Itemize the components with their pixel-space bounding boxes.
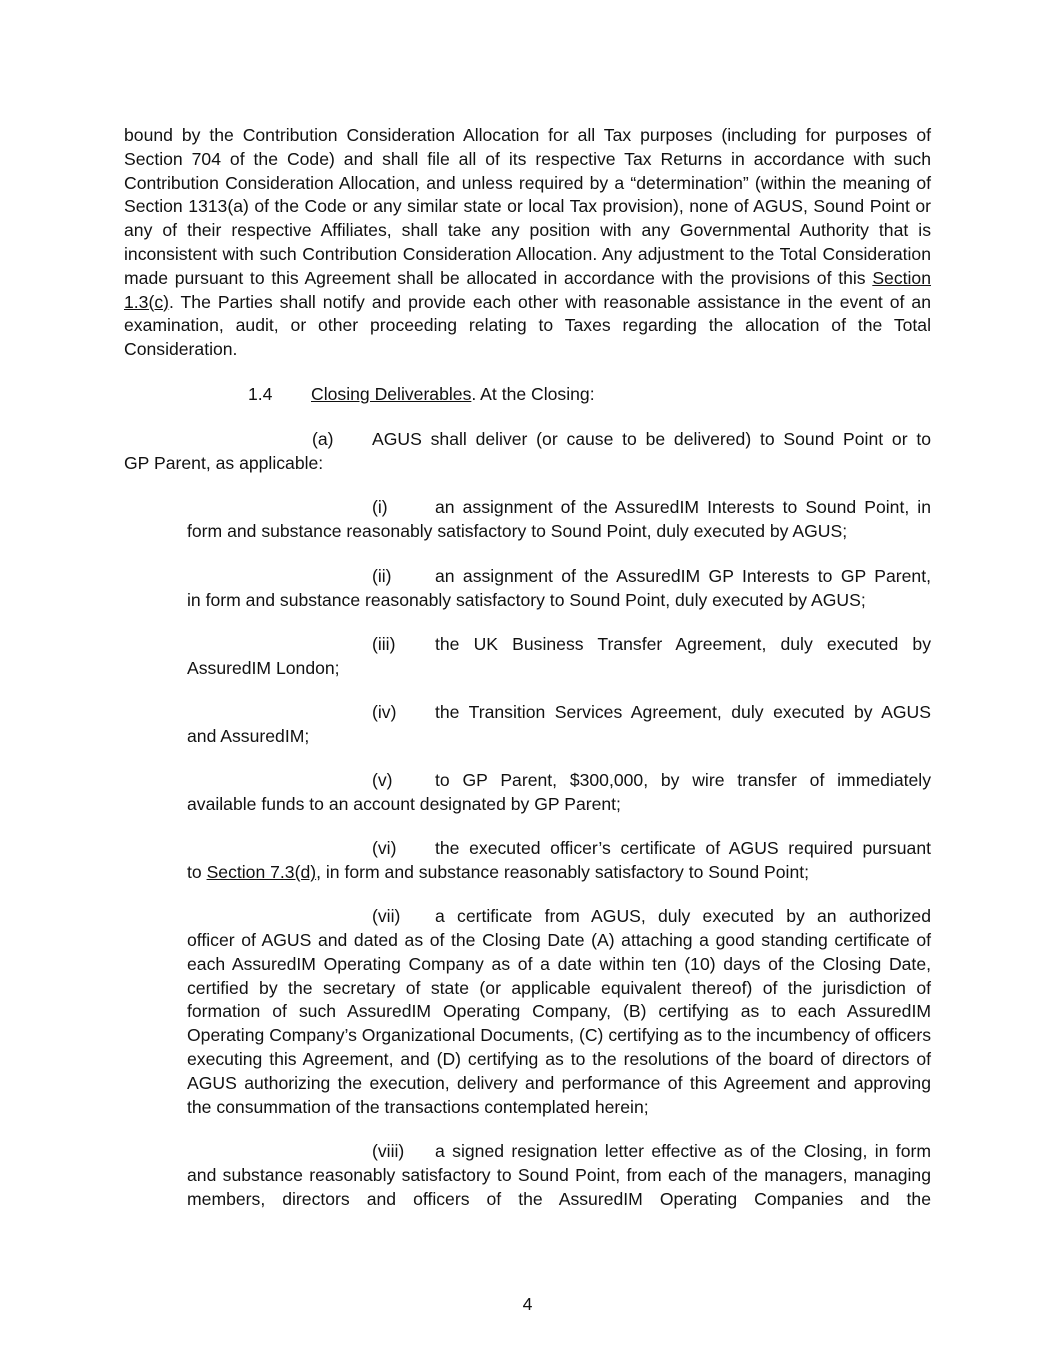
item-rest [187, 657, 931, 681]
item-rest [187, 1164, 931, 1212]
item-rest [187, 793, 931, 817]
item-first-line-text: the Transition Services Agreement, duly executed by AGUS [435, 702, 931, 722]
item-first-line [435, 701, 931, 725]
item-label: (vi) [372, 838, 397, 858]
item-first-line [435, 769, 931, 793]
item-rest-text: , in form and substance reasonably satisfactory to Sound Point; [316, 862, 810, 882]
item-first-line-text: the UK Business Transfer Agreement, duly executed by [435, 634, 931, 654]
item-rest-text: and substance reasonably satisfactory to Sound Point, from each of the managers, managing members, directors and officers of the AssuredIM Operating Companies and the [187, 1165, 931, 1209]
opening-paragraph-text-a: bound by the Contribution Consideration Allocation for all Tax purposes (including for purposes of Section 704 of the Code) and shall file all of its respective Tax Returns in accordance with such Contribution Consideration Allocation, and unless required by a “determination” (within the meaning of Section 1313(a) of the Code or any similar state or local Tax provision), none of AGUS, Sound Point or any of their respective Affiliates, shall take any position with any Governmental Authority that is inconsistent with such Contribution Consideration Allocation. Any adjustment to the Total Consideration made pursuant to this Agreement shall be allocated in accordance with the provisions of this [124, 125, 931, 288]
item-first-line [435, 496, 931, 520]
section-7-3d-reference: Section 7.3(d) [206, 862, 317, 882]
opening-paragraph-text-b: . The Parties shall notify and provide each other with reasonable assistance in the event of an examination, audit, or other proceeding relating to Taxes regarding the allocation of the Total Consideration. [124, 291, 931, 360]
item-label: (ii) [372, 566, 392, 586]
item-first-line-text: the executed officer’s certificate of AGUS required pursuant [435, 838, 931, 858]
item-rest [187, 725, 931, 749]
item-first-line [435, 1140, 931, 1164]
item-first-line [435, 837, 931, 861]
clause-a-first-line-text: AGUS shall deliver (or cause to be delivered) to Sound Point or to [372, 429, 931, 449]
item-first-line-text: to GP Parent, $300,000, by wire transfer of immediately [435, 770, 931, 790]
item-rest-text: officer of AGUS and dated as of the Closing Date (A) attaching a good standing certificate of each AssuredIM Operating Company as of a date within ten (10) days of the Closing Date, certified by the secretary of state (or applicable equivalent thereof) of the jurisdiction of formation of such AssuredIM Operating Company, (B) certifying as to each AssuredIM Operating Company’s Organizational Documents, (C) certifying as to the incumbency of officers executing this Agreement, and (D) certifying as to the resolutions of the board of directors of AGUS authorizing the execution, delivery and performance of this Agreement and approving the consummation of the transactions contemplated herein; [187, 930, 931, 1117]
item-first-line [435, 633, 931, 657]
page-number: 4 [522, 1294, 533, 1314]
item-label: (vii) [372, 906, 401, 926]
item-rest-text: in form and substance reasonably satisfactory to Sound Point, duly executed by AGUS; [187, 590, 866, 610]
item-rest-text: form and substance reasonably satisfactory to Sound Point, duly executed by AGUS; [187, 521, 848, 541]
item-rest-text: and AssuredIM; [187, 726, 310, 746]
item-rest [187, 589, 931, 613]
item-label: (iv) [372, 702, 397, 722]
item-label: (iii) [372, 634, 396, 654]
item-label: (viii) [372, 1141, 405, 1161]
clause-a-first-line [372, 428, 931, 452]
item-rest [187, 861, 931, 885]
item-label: (i) [372, 497, 388, 517]
section-heading-suffix: . At the Closing: [471, 384, 595, 404]
clause-a-rest [124, 452, 931, 476]
section-1-3c-reference: Section 1.3(c) [124, 267, 931, 312]
item-rest-text: available funds to an account designated by GP Parent; [187, 794, 621, 814]
section-heading-line [311, 383, 595, 407]
item-label: (v) [372, 770, 393, 790]
item-first-line-text: an assignment of the AssuredIM GP Interests to GP Parent, [435, 566, 931, 586]
opening-paragraph [124, 124, 931, 362]
item-first-line-text: an assignment of the AssuredIM Interests to Sound Point, in [435, 497, 931, 517]
section-heading: Closing Deliverables [311, 384, 472, 404]
item-first-line-text: a signed resignation letter effective as of the Closing, in form [435, 1141, 931, 1161]
item-rest [187, 520, 931, 544]
item-rest [187, 929, 931, 1119]
clause-a-rest-text: GP Parent, as applicable: [124, 453, 324, 473]
item-first-line-text: a certificate from AGUS, duly executed by an authorized [435, 906, 931, 926]
item-rest-prefix: to [187, 862, 207, 882]
clause-a-label: (a) [312, 429, 334, 449]
item-first-line [435, 565, 931, 589]
section-number: 1.4 [248, 384, 273, 404]
item-first-line [435, 905, 931, 929]
item-rest-text: AssuredIM London; [187, 658, 340, 678]
